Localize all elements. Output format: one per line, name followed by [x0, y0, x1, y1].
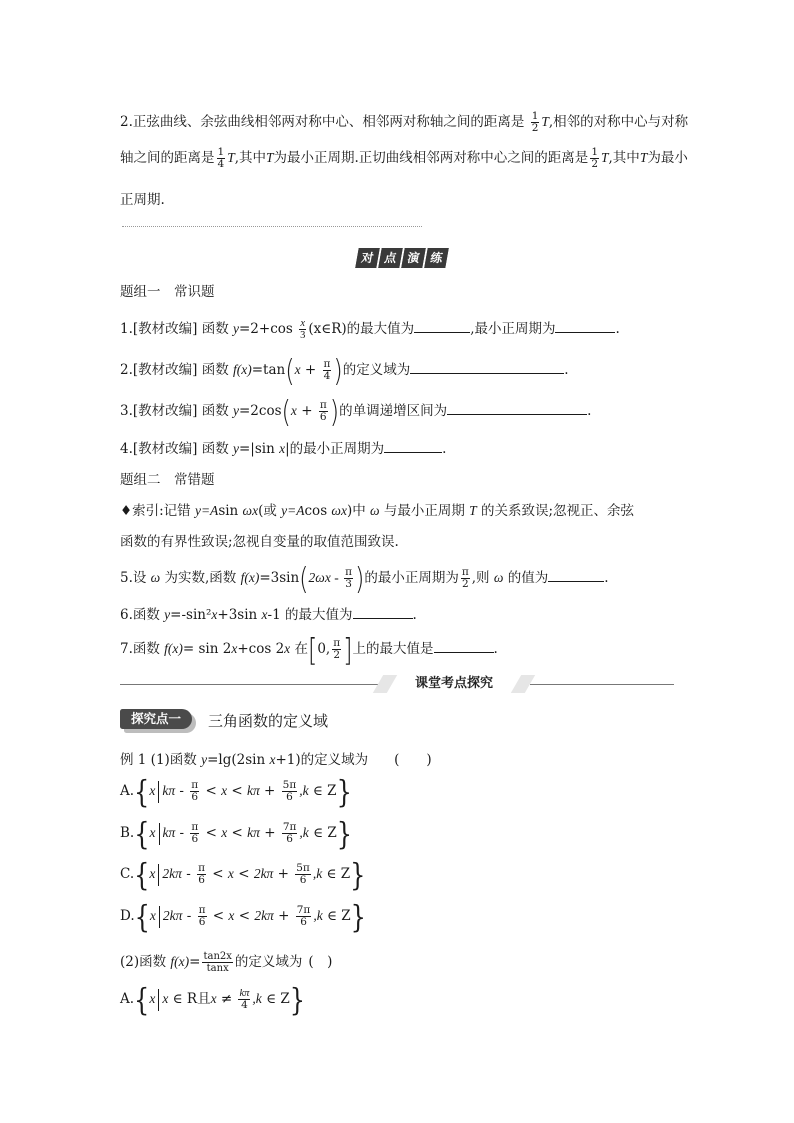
- fraction-half: $\frac{1}{2}$: [591, 146, 598, 170]
- example-1-question: 例 1 (1)函数 y=lg(2sin x+1)的定义域为 ( ): [120, 752, 432, 768]
- answer-blank[interactable]: [410, 360, 564, 374]
- example-1-part-2: (2)函数 f(x)= $\frac{\tan 2x}{\tan x}$ 的定义域为 ( ): [120, 951, 333, 974]
- intro-text-1b: ,相邻的对称中心与对称: [548, 114, 689, 130]
- answer-paren[interactable]: ( ): [308, 954, 333, 970]
- intro-line-1: [120, 110, 688, 134]
- badge-char: 对: [355, 248, 380, 268]
- group1-title: 题组一 常识题: [120, 284, 215, 300]
- intro-text-2b: ,其中: [234, 150, 266, 166]
- intro-text-2e: 为最小: [647, 150, 688, 166]
- question-5: 5.设 ω 为实数,函数 f(x)=3sin(2ωx - $\frac{\pi}{3}$ )的最小正周期为 $\frac{\pi}{2}$ ,则 ω 的值为 .: [120, 561, 609, 596]
- intro-line-3: 正周期.: [120, 192, 165, 208]
- question-3: 3.[教材改编] 函数 y=2cos(x + $\frac{\pi}{6}$ )的单调递增区间为 .: [120, 394, 592, 429]
- fraction-half: $\frac{1}{2}$: [531, 110, 539, 134]
- question-6: 6.函数 y=-sin²x+3sin x-1 的最大值为 .: [120, 607, 417, 623]
- intro-text-2c: 为最小正周期.正切曲线相邻两对称中心之间的距离是: [273, 150, 589, 166]
- option-a[interactable]: A.{x kπ - $\frac{\pi}{6}$ < x < kπ + $\frac{5\pi}{6}$ ,k ∈ Z}: [120, 773, 352, 810]
- error-note-line-1: ♦索引:记错 y=Asin ωx(或 y=Acos ωx)中 ω 与最小正周期 T 的关系致误;忽视正、余弦: [120, 503, 635, 519]
- intro-text-2a: 轴之间的距离是: [120, 150, 215, 166]
- intro-text-2d: ,其中: [608, 150, 640, 166]
- option-d[interactable]: D.{x 2kπ - $\frac{\pi}{6}$ < x < 2kπ + $\frac{7\pi}{6}$ ,k ∈ Z}: [120, 898, 366, 935]
- answer-blank[interactable]: [353, 605, 413, 619]
- answer-blank[interactable]: [434, 639, 494, 653]
- question-1: 1.[教材改编] 函数 y=2+cos $\frac{x}{3}$ (x∈R)的最大值为 ,最小正周期为 .: [120, 318, 620, 341]
- intro-text-1a: 2.正弦曲线、余弦曲线相邻两对称中心、相邻两对称轴之间的距离是: [120, 114, 525, 130]
- fraction-quarter: $\frac{1}{4}$: [217, 146, 225, 170]
- badge-char: 演: [401, 248, 426, 268]
- group2-title: 题组二 常错题: [120, 472, 215, 488]
- intro-line-2: [120, 146, 688, 170]
- section-header-title: 课堂考点探究: [414, 676, 493, 691]
- badge-char: 点: [378, 248, 403, 268]
- option-c[interactable]: C.{x 2kπ - $\frac{\pi}{6}$ < x < 2kπ + $\frac{5\pi}{6}$ ,k ∈ Z}: [120, 856, 366, 893]
- answer-paren[interactable]: ( ): [394, 752, 432, 768]
- option-b[interactable]: B.{x kπ - $\frac{\pi}{6}$ < x < kπ + $\frac{7\pi}{6}$ ,k ∈ Z}: [120, 815, 353, 852]
- symbol-T: T: [266, 150, 274, 165]
- symbol-T: T: [601, 150, 609, 165]
- dotted-divider: [122, 226, 422, 227]
- question-4: 4.[教材改编] 函数 y=|sin x|的最小正周期为 .: [120, 441, 447, 457]
- symbol-T: T: [541, 114, 549, 129]
- answer-blank[interactable]: [548, 568, 604, 582]
- option-a-part-2[interactable]: A.{x x ∈ R且x ≠ $\frac{k\pi}{4}$ ,k ∈ Z}: [120, 981, 306, 1018]
- practice-badge: [357, 248, 447, 268]
- answer-blank[interactable]: [555, 319, 615, 333]
- error-note-line-2: 函数的有界性致误;忽视自变量的取值范围致误.: [120, 534, 399, 550]
- answer-blank[interactable]: [447, 401, 587, 415]
- explore-badge: 探究点一: [120, 709, 192, 729]
- section-header-line-right: [530, 684, 674, 685]
- question-2: 2.[教材改编] 函数 f(x)=tan(x + $\frac{\pi}{4}$ )的定义域为 .: [120, 353, 569, 388]
- explore-title: 三角函数的定义域: [208, 712, 329, 730]
- symbol-T: T: [639, 150, 648, 165]
- symbol-T: T: [227, 150, 235, 165]
- answer-blank[interactable]: [414, 319, 470, 333]
- badge-char: 练: [424, 248, 449, 268]
- answer-blank[interactable]: [384, 439, 442, 453]
- question-7: 7.函数 f(x)= sin 2x+cos 2x 在[0, $\frac{\pi}{2}$ ]上的最大值是 .: [120, 631, 498, 668]
- section-header-line-left: [120, 684, 378, 685]
